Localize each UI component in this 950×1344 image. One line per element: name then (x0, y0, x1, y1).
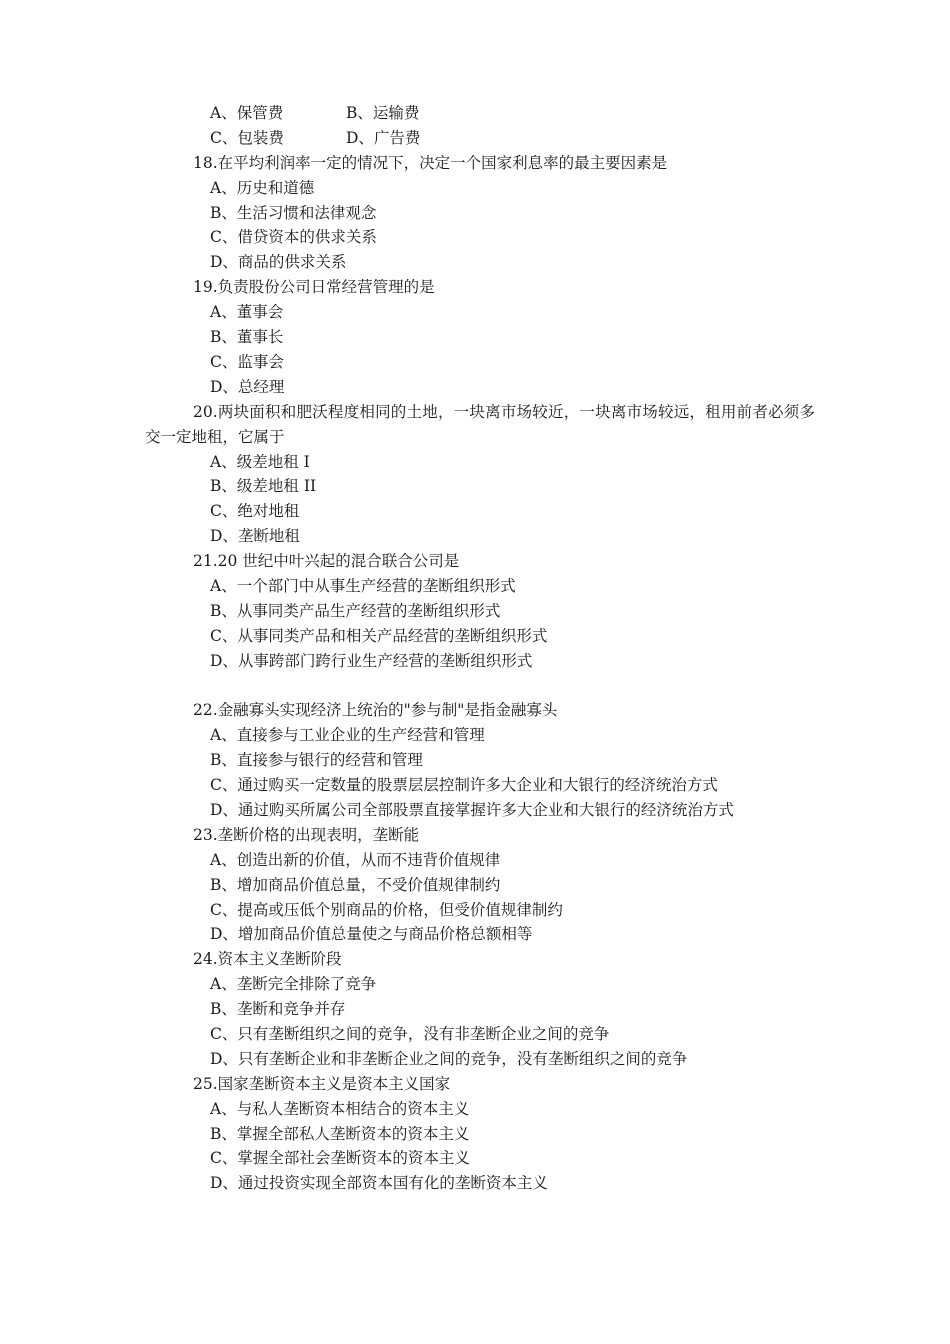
question-23-stem: 23.垄断价格的出现表明，垄断能 (193, 825, 420, 844)
option-a: A、保管费 (210, 104, 284, 122)
question-21-option-a: A、一个部门中从事生产经营的垄断组织形式 (210, 576, 516, 595)
question-list (145, 101, 815, 1196)
question-18-option-d: D、商品的供求关系 (210, 253, 347, 272)
question-20-option-d: D、垄断地租 (210, 527, 300, 546)
question-22-option-a: A、直接参与工业企业的生产经营和管理 (210, 726, 485, 745)
question-19-option-c: C、监事会 (210, 352, 284, 371)
question-24-option-b: B、垄断和竞争并存 (210, 1000, 346, 1019)
blank-line (145, 674, 815, 699)
question-24-option-c: C、只有垄断组织之间的竞争，没有非垄断企业之间的竞争 (210, 1024, 610, 1043)
question-24-stem: 24.资本主义垄断阶段 (193, 950, 342, 969)
question-23-option-c: C、提高或压低个别商品的价格，但受价值规律制约 (210, 900, 563, 919)
question-25-option-c: C、掌握全部社会垄断资本的资本主义 (210, 1149, 470, 1168)
question-19-option-b: B、董事长 (210, 328, 284, 347)
question-23-option-a: A、创造出新的价值，从而不违背价值规律 (210, 850, 501, 869)
question-21-option-b: B、从事同类产品生产经营的垄断组织形式 (210, 601, 501, 620)
question-24-option-d: D、只有垄断企业和非垄断企业之间的竞争，没有垄断组织之间的竞争 (210, 1049, 688, 1068)
option-row (145, 126, 815, 151)
question-24-option-a: A、垄断完全排除了竞争 (210, 975, 377, 994)
option-b: B、运输费 (346, 104, 420, 122)
option-c: C、包装费 (210, 128, 284, 147)
question-25-option-b: B、掌握全部私人垄断资本的资本主义 (210, 1124, 470, 1143)
question-19-option-d: D、总经理 (210, 377, 285, 396)
question-22-option-b: B、直接参与银行的经营和管理 (210, 751, 423, 770)
question-21-option-d: D、从事跨部门跨行业生产经营的垄断组织形式 (210, 651, 533, 670)
option-d: D、广告费 (346, 128, 421, 147)
question-21-stem: 21.20 世纪中叶兴起的混合联合公司是 (193, 552, 460, 571)
question-20-option-a: A、级差地租 I (210, 452, 310, 471)
question-20-stem: 20.两块面积和肥沃程度相同的土地，一块离市场较近，一块离市场较远，租用前者必须多交一定地租，它属于 (145, 402, 815, 446)
question-18-option-b: B、生活习惯和法律观念 (210, 203, 377, 222)
question-25-option-d: D、通过投资实现全部资本国有化的垄断资本主义 (210, 1174, 548, 1193)
question-23-option-b: B、增加商品价值总量，不受价值规律制约 (210, 875, 501, 894)
question-20-option-b: B、级差地租 II (210, 477, 317, 496)
question-18-stem: 18.在平均利润率一定的情况下，决定一个国家利息率的最主要因素是 (193, 153, 668, 172)
question-25-stem: 25.国家垄断资本主义是资本主义国家 (193, 1074, 451, 1093)
question-19-option-a: A、董事会 (210, 303, 284, 322)
question-18-option-c: C、借贷资本的供求关系 (210, 228, 377, 247)
question-20-option-c: C、绝对地租 (210, 502, 300, 521)
question-21-option-c: C、从事同类产品和相关产品经营的垄断组织形式 (210, 626, 548, 645)
question-22-option-c: C、通过购买一定数量的股票层层控制许多大企业和大银行的经济统治方式 (210, 776, 718, 795)
question-19-stem: 19.负责股份公司日常经营管理的是 (193, 278, 435, 297)
question-25-option-a: A、与私人垄断资本相结合的资本主义 (210, 1099, 470, 1118)
question-23-option-d: D、增加商品价值总量使之与商品价格总额相等 (210, 925, 533, 944)
question-18-option-a: A、历史和道德 (210, 178, 315, 197)
question-22-stem: 22.金融寡头实现经济上统治的"参与制"是指金融寡头 (193, 701, 558, 720)
option-row (145, 101, 815, 126)
question-22-option-d: D、通过购买所属公司全部股票直接掌握许多大企业和大银行的经济统治方式 (210, 800, 734, 819)
